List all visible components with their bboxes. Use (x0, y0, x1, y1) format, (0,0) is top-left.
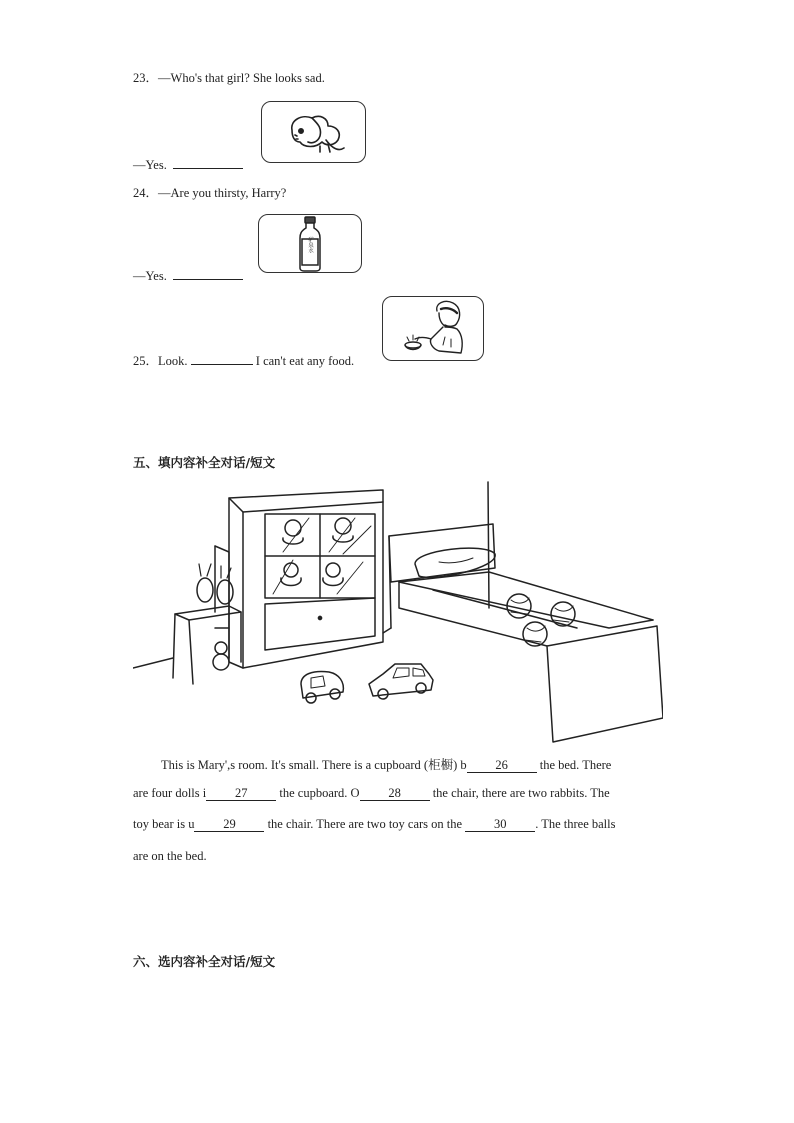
dog-icon (262, 102, 367, 162)
passage-line-4: are on the bed. (133, 849, 207, 863)
passage-line-2: are four dolls i 27 the cupboard. O 28 the chair, there are two rabbits. The (133, 786, 610, 800)
bottle-label: 矿泉水 (307, 236, 313, 254)
water-bottle-icon (259, 215, 363, 272)
q23-prompt: 23．—Who's that girl? She looks sad. (133, 71, 325, 85)
blank-26[interactable]: 26 (467, 759, 537, 773)
q24-prompt: 24．—Are you thirsty, Harry? (133, 186, 287, 200)
q25-answer-blank[interactable] (191, 351, 253, 365)
q25-sentence: 25．Look. I can't eat any food. (133, 351, 354, 369)
section5-heading: 五、填内容补全对话/短文 (133, 455, 276, 470)
q23-reply: —Yes. (133, 155, 243, 173)
section6-heading: 六、选内容补全对话/短文 (133, 954, 276, 969)
passage-line-1: This is Mary',s room. It's small. There is a cupboard (柜橱) b 26 the bed. There (161, 758, 612, 772)
q23-answer-blank[interactable] (173, 155, 243, 169)
bedroom-picture (133, 478, 663, 746)
q24-picture (258, 214, 362, 273)
blank-30[interactable]: 30 (465, 818, 535, 832)
q24-reply: —Yes. (133, 266, 243, 284)
blank-28[interactable]: 28 (360, 787, 430, 801)
q25-picture (382, 296, 484, 361)
bedroom-illustration (133, 478, 663, 746)
blank-29[interactable]: 29 (194, 818, 264, 832)
q24-answer-blank[interactable] (173, 266, 243, 280)
q23-picture (261, 101, 366, 163)
passage-line-3: toy bear is u 29 the chair. There are two toy cars on the 30 . The three balls (133, 817, 616, 831)
blank-27[interactable]: 27 (206, 787, 276, 801)
sick-person-icon (383, 297, 483, 359)
